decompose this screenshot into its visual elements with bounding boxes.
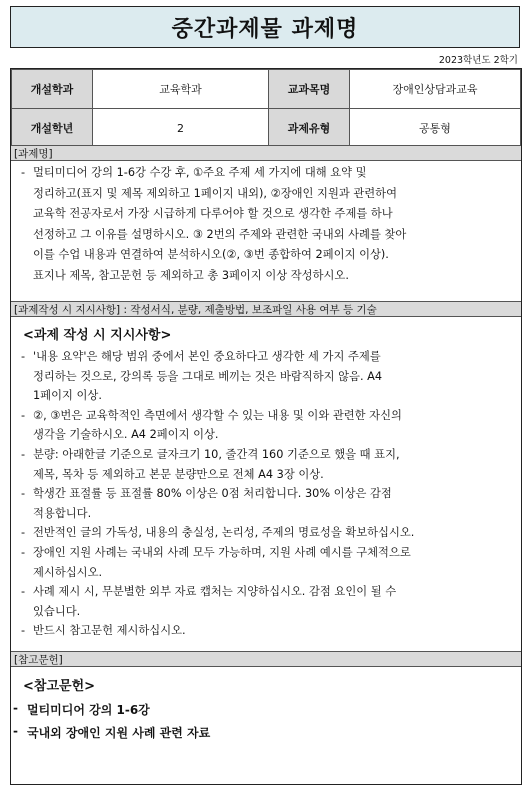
semester-label: 2023학년도 2학기 [438,55,518,66]
instruction-line: 있습니다. [33,604,81,618]
instruction-dash: - [21,408,26,422]
instruction-line: 전반적인 글의 가독성, 내용의 충실성, 논리성, 주제의 명료성을 확보하십시오. [33,526,415,540]
instruction-line: 제목, 목차 등 제외하고 본문 분량만으로 전체 A4 3장 이상. [33,467,324,481]
instruction-dash: - [21,546,26,559]
task-dash: - [21,166,26,179]
instruction-dash: - [21,448,26,461]
instruction-dash: - [21,526,26,540]
instruction-line: 사례 제시 시, 무분별한 외부 자료 캡처는 지양하십시오. 감점 요인이 될 수 [33,585,397,599]
instruction-line: 제시하십시오. [33,565,103,579]
reference-text: 국내외 장애인 지원 사례 관련 자료 [27,726,211,740]
task-line: 이를 수업 내용과 연결하여 분석하시오(②, ③번 종합하여 2페이지 이상). [33,248,389,261]
instruction-line: 장애인 지원 사례는 국내외 사례 모두 가능하며, 지원 사례 예시를 구체적으로 [33,546,411,559]
task-line: 선정하고 그 이유를 설명하시오. ③ 2번의 주제와 관련한 국내외 사례를 찾아 [33,227,407,241]
instruction-line: 학생간 표절률 등 표절률 80% 이상은 0점 처리합니다. 30% 이상은 감점 [33,487,392,501]
year-value: 2 [93,109,269,148]
instruction-line: ②, ③번은 교육학적인 측면에서 생각할 수 있는 내용 및 이와 관련한 자신의 [33,408,402,422]
instruction-line: 반드시 참고문헌 제시하십시오. [33,624,186,638]
reference-dash: - [13,724,18,738]
dept-value: 교육학과 [93,70,269,109]
instruction-line: 분량: 아래한글 기준으로 글자크기 10, 줄간격 160 기준으로 했을 때 표지, [33,448,400,461]
references-heading: <참고문헌> [23,679,96,694]
reference-dash: - [13,701,18,715]
task-line: 멀티미디어 강의 1-6강 수강 후, ①주요 주제 세 가지에 대해 요약 및 [33,166,367,179]
course-label: 교과목명 [269,70,350,109]
type-value: 공통형 [350,109,521,148]
instruction-dash: - [21,350,26,363]
assignment-form [10,68,522,785]
instruction-line: 정리하는 것으로, 강의록 등을 그대로 베끼는 것은 바람직하지 않음. A4 [33,369,383,383]
instruction-dash: - [21,487,26,501]
instructions-section-header: [과제작성 시 지시사항] : 작성서식, 분량, 제출방법, 보조파일 사용 여부 등 기술 [11,301,521,317]
instruction-line: 적용합니다. [33,506,92,520]
instruction-dash: - [21,585,26,599]
course-value: 장애인상담과교육 [350,70,521,109]
task-line: 표지나 제목, 참고문헌 등 제외하고 총 3페이지 이상 작성하시오. [33,268,349,282]
dept-label: 개설학과 [12,70,93,109]
instruction-line: 1페이지 이상. [33,389,102,403]
type-label: 과제유형 [269,109,350,148]
instruction-line: 생각을 기술하시오. A4 2페이지 이상. [33,428,219,442]
page-title: 중간과제물 과제명 [10,6,520,48]
instruction-dash: - [21,624,26,638]
reference-text: 멀티미디어 강의 1-6강 [27,703,150,717]
instruction-line: '내용 요약'은 해당 범위 중에서 본인 중요하다고 생각한 세 가지 주제를 [33,350,381,363]
course-info-table [11,69,521,148]
instructions-heading: <과제 작성 시 지시사항> [23,328,172,343]
task-line: 교육학 전공자로서 가장 시급하게 다루어야 할 것으로 생각한 주제를 하나 [33,207,393,220]
references-section-header: [참고문헌] [11,651,521,667]
year-label: 개설학년 [12,109,93,148]
task-section-header: [과제명] [11,145,521,161]
task-line: 정리하고(표지 및 제목 제외하고 1페이지 내외), ②장애인 지원과 관련하여 [33,186,398,200]
